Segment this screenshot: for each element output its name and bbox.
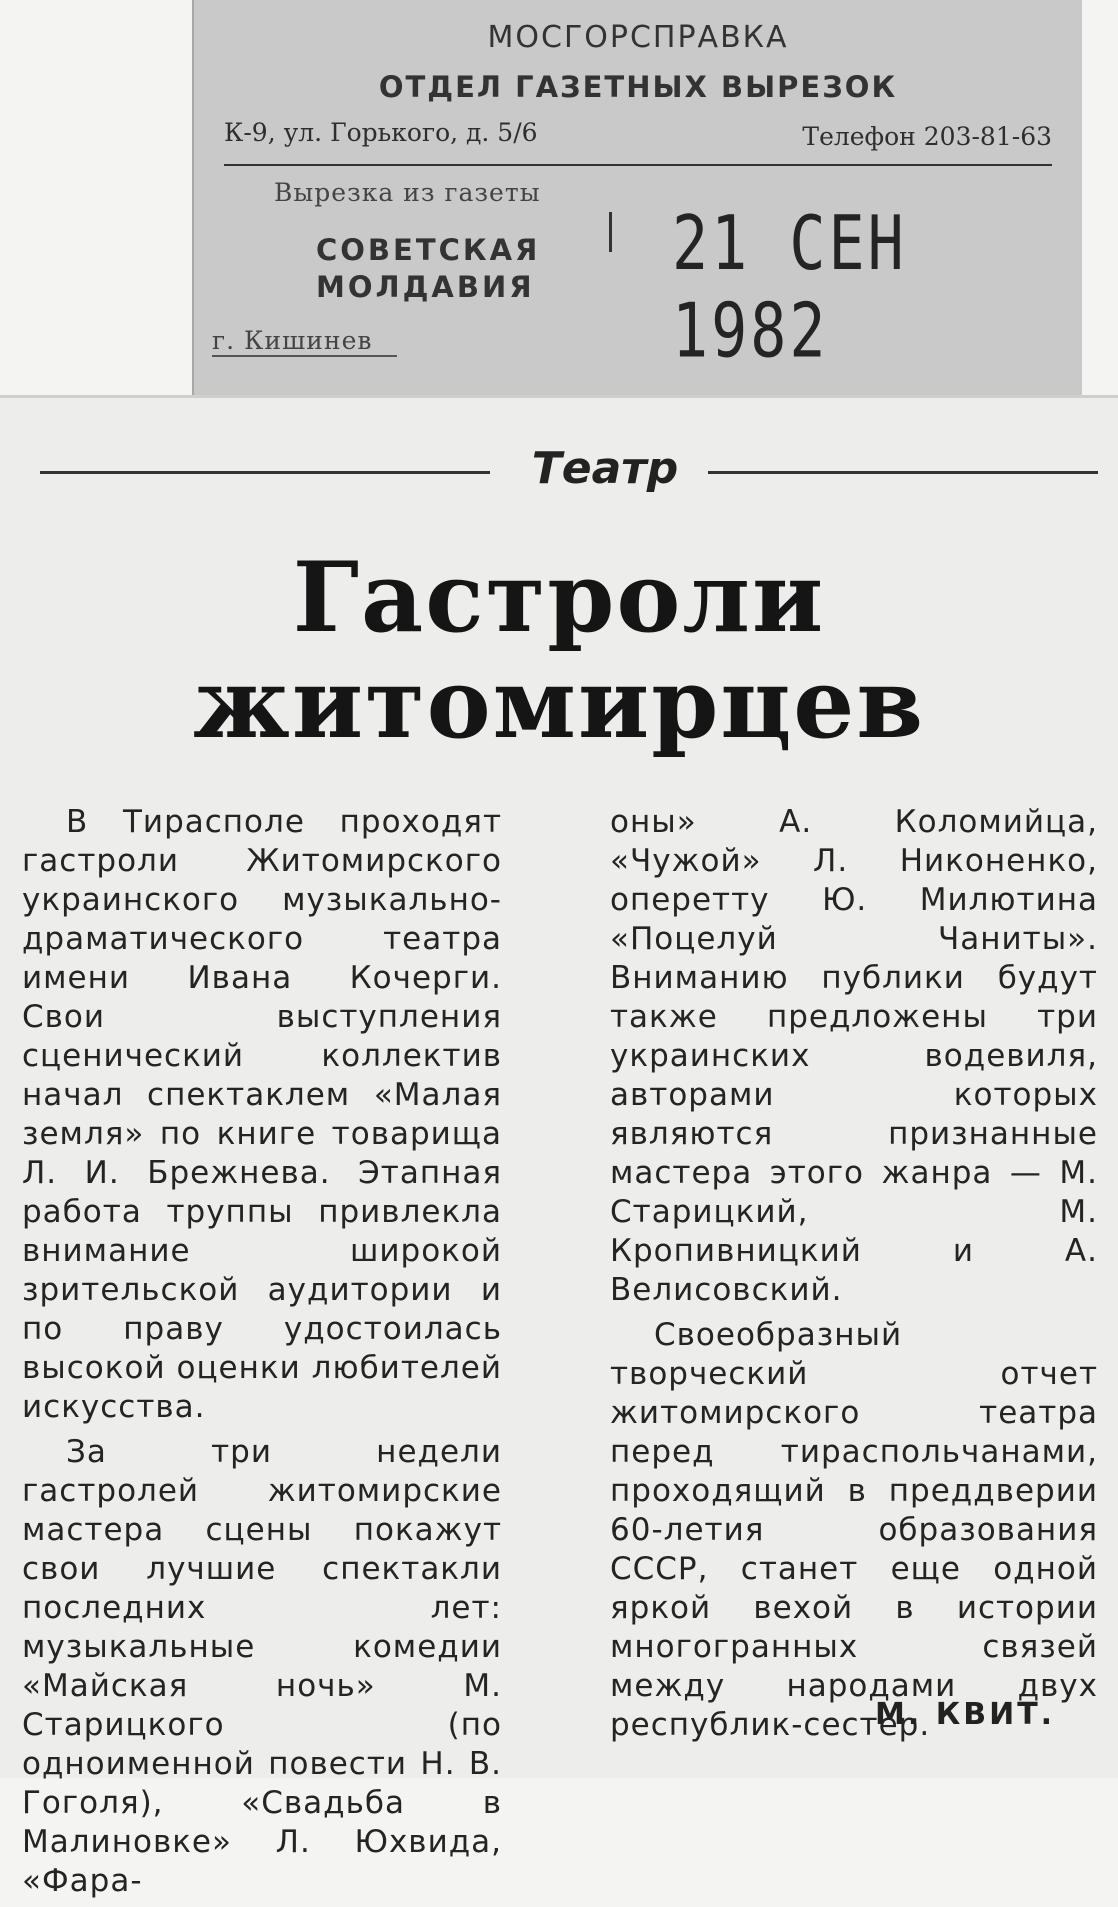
clipping-label: Вырезка из газеты: [274, 178, 541, 207]
agency-address: К-9, ул. Горького, д. 5/6: [224, 118, 538, 147]
headline-line2: житомирцев: [192, 647, 926, 760]
paragraph: В Тирасполе проходят гастроли Житомирского украинского музыкально-драматического театра имени Ивана Кочерги. Свои выступления сценический коллектив начал спектаклем «Малая земля» по книге товарища Л. И. Брежнева. Этапная работа труппы привлекла внимание широкой зрительской аудитории и по праву удостоилась высокой оценки любителей искусства.: [22, 804, 502, 1425]
article-column-right: [610, 803, 1098, 1751]
stamp-separator: [609, 212, 612, 252]
department-name: ОТДЕЛ ГАЗЕТНЫХ ВЫРЕЗОК: [378, 70, 898, 104]
newspaper-name: [316, 232, 540, 306]
agency-phone: Телефон 203-81-63: [802, 122, 1052, 151]
article-headline: [0, 541, 1118, 760]
address-line: [224, 112, 1052, 166]
clipping-agency-stamp: [192, 0, 1082, 395]
headline-line1: Гастроли: [292, 541, 826, 654]
clipping-edge: [0, 395, 1118, 398]
paragraph-continued: оны» А. Коломийца, «Чужой» Л. Никоненко, оперетту Ю. Милютина «Поцелуй Чаниты». Вниманию публики будут также предложены три украинских водевиля, авторами которых являются признанные мастера этого жанра — М. Старицкий, М. Кропивницкий и А. Велисовский.: [610, 804, 1098, 1308]
rubric-header: [40, 443, 1098, 494]
rubric-rule-left: [40, 471, 490, 474]
newspaper-name-line1: СОВЕТСКАЯ: [316, 233, 541, 267]
newspaper-clipping: [0, 395, 1118, 1899]
agency-name: МОСГОРСПРАВКА: [487, 20, 789, 55]
rubric-rule-right: [708, 471, 1098, 474]
date-stamp: 21 СЕН 1982: [672, 200, 907, 375]
rubric-title: Театр: [531, 443, 679, 494]
paragraph: За три недели гастролей житомирские мастера сцены покажут свои лучшие спектакли последних лет: музыкальные комедии «Майская ночь» М. Старицкого (по одноименной повести Н. В. Гоголя), «Свадьба в Малиновке» Л. Юхвида, «Фара-: [22, 1434, 502, 1899]
article-author: М. КВИТ.: [875, 1697, 1056, 1732]
newspaper-name-line2: МОЛДАВИЯ: [316, 270, 535, 304]
paragraph: Своеобразный творческий отчет житомирского театра перед тираспольчанами, проходящий в преддверии 60-летия образования СССР, станет еще одной яркой вехой в истории многогранных связей между народами двух республик-сестер.: [610, 1317, 1098, 1743]
article-column-left: [22, 803, 502, 1907]
newspaper-city: г. Кишинев: [212, 326, 397, 357]
